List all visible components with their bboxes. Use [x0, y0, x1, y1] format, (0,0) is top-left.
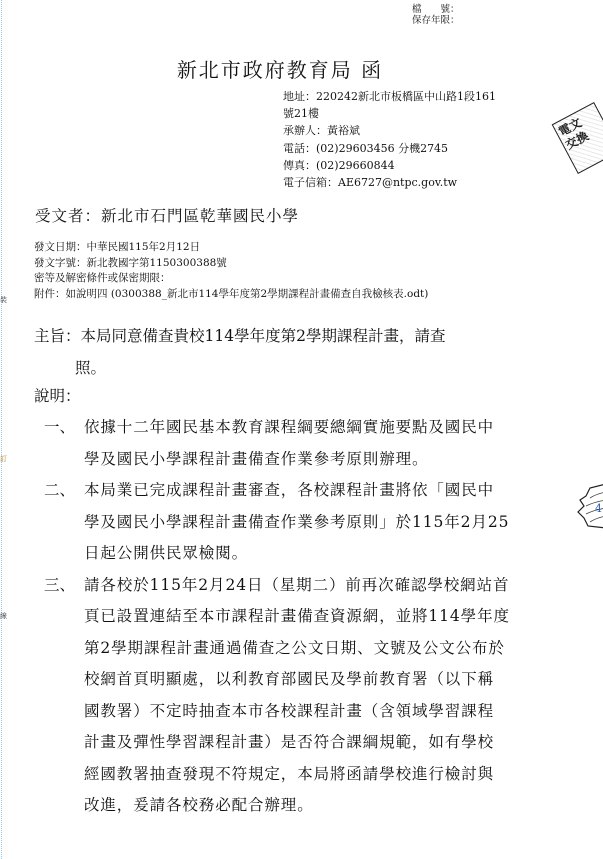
item-line: 第2學期課程計畫通過備查之公文日期、文號及公文公布於 [84, 638, 505, 657]
subject-line-2: 照。 [75, 359, 107, 377]
retention-period-label: 保存年限： [412, 15, 460, 26]
subject-line-1: 本局同意備查貴校114學年度第2學期課程計畫，請查 [80, 327, 446, 345]
classification: 密等及解密條件或保密期限： [34, 272, 171, 284]
issuance-metadata [34, 240, 428, 302]
item-line: 頁已設置連結至本市課程計畫備查資源網，並將114學年度 [84, 607, 510, 625]
explanation-item-3 [44, 570, 564, 822]
phone: 電話：(02)29603456 分機2745 [283, 141, 449, 155]
item-line: 日起公開供民眾檢閱。 [84, 544, 249, 562]
item-line: 計畫及彈性學習課程計畫）是否符合課綱規範，如有學校 [84, 733, 495, 751]
item-line: 學及國民小學課程計畫備查作業參考原則」於115年2月25 [84, 512, 510, 531]
address-line-2: 號21樓 [283, 107, 319, 121]
svg-text:4: 4 [595, 502, 602, 515]
explanation-items [44, 412, 564, 822]
item-line: 校網首頁明顯處，以利教育部國民及學前教育署（以下稱 [84, 670, 495, 688]
binding-mark-3: 線 [0, 612, 7, 620]
file-number-label: 檔 號： [412, 4, 460, 15]
item-line: 經國教署抽查發現不符規定，本局將函請學校進行檢討與 [84, 764, 495, 783]
document-title: 新北市政府教育局 函 [176, 58, 384, 82]
subject-label: 主旨： [34, 327, 81, 345]
explanation-item-1 [44, 412, 564, 475]
item-line: 國教署）不定時抽查本市各校課程計畫（含領域學習課程 [84, 701, 495, 720]
item-number: 三、 [44, 575, 76, 594]
electronic-exchange-stamp-icon [552, 102, 603, 174]
recipient: 受文者：新北市石門區乾華國民小學 [35, 207, 300, 225]
binding-mark-1: 裝 [0, 296, 7, 304]
contact-block [283, 88, 496, 191]
subject-section [34, 320, 554, 384]
handler: 承辦人：黃裕斌 [283, 124, 360, 138]
explanation-label: 說明： [34, 387, 81, 405]
stamp-text: 電文 交換 [556, 115, 592, 153]
fax: 傳真：(02)29660844 [283, 158, 395, 172]
item-line: 本局業已完成課程計畫審查，各校課程計畫將依「國民中 [84, 481, 495, 499]
email: 電子信箱：AE6727@ntpc.gov.tw [283, 176, 458, 190]
item-line: 改進，爰請各校務必配合辦理。 [84, 796, 314, 814]
item-line: 學及國民小學課程計畫備查作業參考原則辦理。 [84, 449, 429, 468]
seal-fragment-icon [576, 482, 603, 530]
item-number: 一、 [44, 418, 76, 436]
explanation-item-2 [44, 475, 564, 570]
binding-mark-2: 訂 [0, 455, 7, 463]
attachment: 附件：如說明四 (0300388_新北市114學年度第2學期課程計畫備查自我檢核表.odt) [34, 287, 429, 300]
item-line: 依據十二年國民基本教育課程綱要總綱實施要點及國民中 [84, 418, 495, 436]
issue-number: 發文字號：新北教國字第1150300388號 [34, 256, 227, 269]
address-line-1: 地址：220242新北市板橋區中山路1段161 [283, 90, 496, 103]
item-number: 二、 [44, 481, 76, 499]
archive-info [412, 4, 460, 26]
issue-date: 發文日期：中華民國115年2月12日 [34, 241, 201, 253]
item-line: 請各校於115年2月24日（星期二）前再次確認學校網站首 [84, 575, 510, 594]
binding-dotted-line [1, 0, 2, 859]
